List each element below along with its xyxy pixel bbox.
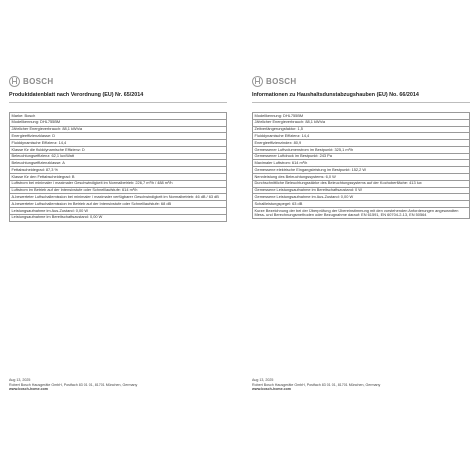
bosch-logo-icon [252,76,263,87]
table-row [253,146,470,153]
table-cell: Energieeffizienzklasse: D [10,133,227,140]
table-cell: Luftstrom im Betrieb auf der Intensivstufe oder Schnelllaufstufe: 614 m³/h [10,187,227,194]
footer-date: Aug 13, 2025 [9,378,31,382]
table-cell: A-bewerteter Luftschallemission im Betrieb auf der Intensivstufe oder Schnelllaufstufe: 68 dB [10,201,227,208]
table-row [253,207,470,218]
table-cell: Jährlicher Energieverbrauch: 88,1 kWh/a [10,126,227,133]
table-row [253,187,470,194]
table-row [253,140,470,147]
table-cell: Gemessene elektrische Eingangsleistung im Bestpunkt: 152,2 W [253,167,470,174]
table-row [253,167,470,174]
table-cell: Schallleistungspegel: 63 dB [253,201,470,208]
footer-date: Aug 13, 2025 [252,378,274,382]
title-divider [9,102,227,103]
table-row [10,214,227,221]
table-cell: Fettabscheidegrad: 87,3 % [10,167,227,174]
table-row [10,126,227,133]
footer-website: www.bosch-home.com [252,387,292,392]
table-cell: Nennleistung des Beleuchtungssystems: 6,0 W [253,174,470,181]
footer-address: Robert Bosch Hausgeräte GmbH, Postfach 83 01 01, 81701 München, Germany [9,382,138,387]
table-cell: Jährlicher Energieverbrauch: 88,1 kWh/a [253,119,470,126]
table-row [253,201,470,208]
brand-logo [252,74,296,88]
table-row [10,174,227,181]
brand-name: BOSCH [266,76,297,86]
table-cell: Beleuchtungseffizienzklasse: A [10,160,227,167]
table-cell: Durchschnittliche Beleuchtungsstärke des Beleuchtungssystems auf der Kochoberfläche: 413 lux [253,180,470,187]
table-row [253,180,470,187]
table-row [253,119,470,126]
table-row [10,119,227,126]
table-cell: Leistungsaufnahme im Aus-Zustand: 0,00 W [10,207,227,214]
table-row [10,140,227,147]
table-row [253,153,470,160]
table-row [253,174,470,181]
table-row [253,160,470,167]
left-sheet [7,0,227,471]
brand-name: BOSCH [23,76,54,86]
table-cell: Gemessene Leistungsaufnahme im Aus-Zustand: 0,00 W [253,194,470,201]
footer-address: Robert Bosch Hausgeräte GmbH, Postfach 83 01 01, 81701 München, Germany [252,382,381,387]
table-cell: Maximaler Luftstrom: 614 m³/h [253,160,470,167]
table-cell: Gemessene Leistungsaufnahme im Bereitschaftszustand: 0 W [253,187,470,194]
title-divider [252,102,470,103]
sheet-title: Produktdatenblatt nach Verordnung (EU) Nr. 65/2014 [9,92,144,98]
table-cell: Klasse für den Fettabscheidegrad: B [10,174,227,181]
table-row [10,180,227,187]
table-cell: Beleuchtungseffizienz: 62,1 lux/Watt [10,153,227,160]
table-row [10,113,227,120]
table-cell: Modellkennung: DHL755BM [10,119,227,126]
table-row [10,153,227,160]
table-cell: Gemessener Luftdruck im Bestpunkt: 243 Pa [253,153,470,160]
table-cell: Fluiddynamische Effizienz: 14,4 [10,140,227,147]
table-row [10,146,227,153]
table-row [10,187,227,194]
table-cell: Marke: Bosch [10,113,227,120]
right-sheet [250,0,470,471]
table-row [10,207,227,214]
table-row [253,113,470,120]
table-cell: Klasse für die fluiddynamische Effizienz: D [10,146,227,153]
sheet-title: Informationen zu Haushaltsdunstabzugshauben (EU) No. 66/2014 [252,92,419,98]
data-table [9,112,227,222]
table-row [10,201,227,208]
table-cell: Gemessener Luftvolumenstrom im Bestpunkt: 325,1 m³/h [253,146,470,153]
table-cell: Energieeffizienzindex: 80,9 [253,140,470,147]
table-cell: Luftstrom bei minimaler / maximaler Geschwindigkeit im Normalbetrieb: 226,7 m³/h / 488 m³/h [10,180,227,187]
table-row [253,194,470,201]
table-cell: Fluiddynamische Effizienz: 14,4 [253,133,470,140]
table-row [10,133,227,140]
table-cell: Zeitverlängerungsfaktor: 1,5 [253,126,470,133]
table-row [253,133,470,140]
data-table [252,112,470,219]
table-cell: A-bewerteter Luftschallemission bei minimaler / maximaler verfügbarer Geschwindigkeit im Normalbetrieb: 46 dB / 63 dB [10,194,227,201]
table-cell: Leistungsaufnahme im Bereitschaftszustand: 0,00 W [10,214,227,221]
table-row [10,167,227,174]
brand-logo [9,74,53,88]
table-row [253,126,470,133]
table-cell: Kurze Bezeichnung der bei der Überprüfung der Übereinstimmung mit den vorstehenden Anforderungen angewandten Mess- und Berechnungsmethoden oder Bezugnahme darauf: EN 61591, EN 60704-2-13, EN 50564 [253,207,470,218]
table-row [10,194,227,201]
table-cell: Modellkennung: DHL755BM [253,113,470,120]
footer [9,378,227,392]
footer-website: www.bosch-home.com [9,387,49,392]
footer [252,378,470,392]
bosch-logo-icon [9,76,20,87]
table-row [10,160,227,167]
